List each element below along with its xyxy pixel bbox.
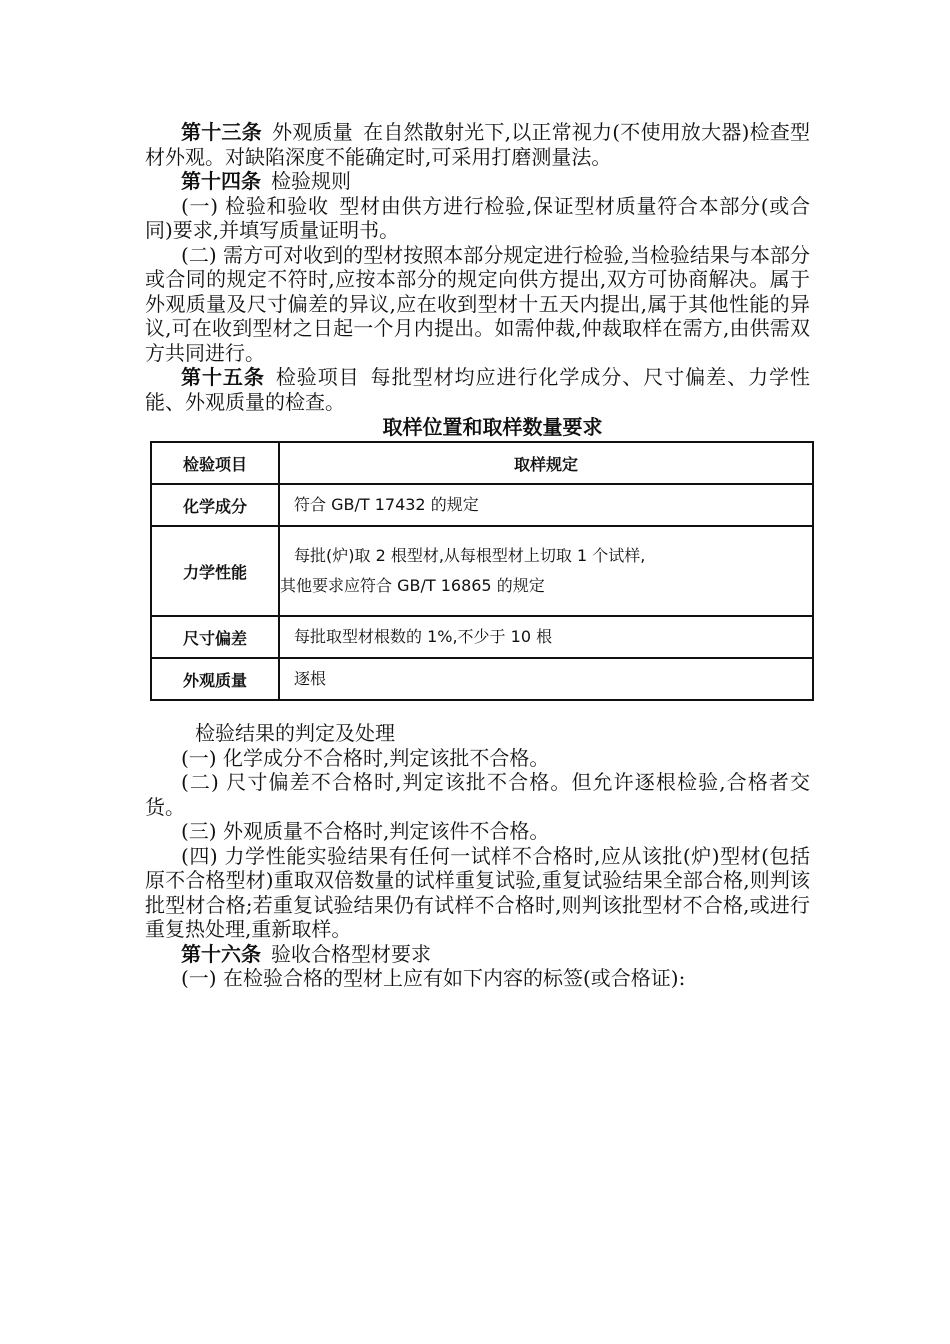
article-15-body: 每批型材均应进行化学成分、尺寸偏差、力学性能、外观质量的检查。 (145, 365, 811, 414)
row-item: 化学成分 (151, 484, 279, 526)
article-15-title: 检验项目 (274, 365, 360, 389)
table-row (151, 484, 813, 526)
header-cell-rule: 取样规定 (279, 442, 813, 484)
row-rule (279, 658, 813, 700)
rule-line: 其他要求应符合 GB/T 16865 的规定 (280, 576, 545, 595)
article-14-title: 检验规则 (271, 169, 351, 193)
para-number: (二) (181, 242, 217, 267)
judgement-item: (一) 化学成分不合格时,判定该批不合格。 (181, 745, 550, 770)
rule-line: 每批取型材根数的 1%,不少于 10 根 (294, 627, 553, 646)
para-body: 需方可对收到的型材按照本部分规定进行检验,当检验结果与本部分或合同的规定不符时,应按本部分的规定向供方提出,双方可协商解决。属于外观质量及尺寸偏差的异议,应在收到型材十五天内提出,属于其他性能的异议,可在收到型材之日起一个月内提出。如需仲裁,仲裁取样在需方,由供需双方共同进行。 (145, 242, 811, 365)
article-16-title: 验收合格型材要求 (271, 941, 431, 966)
article-16-heading: 第十六条 (181, 941, 261, 966)
judgement-item: (四) 力学性能实验结果有任何一试样不合格时,应从该批(炉)型材(包括原不合格型材)重取双倍数量的试样重复试验,重复试验结果全部合格,则判该批型材合格;若重复试验结果仍有试样不合格时,则判该批型材不合格,或进行重复热处理,重新取样。 (145, 843, 810, 941)
article-16-para-1: (一) 在检验合格的型材上应有如下内容的标签(或合格证): (181, 966, 686, 990)
table-row (151, 526, 813, 616)
row-rule (279, 616, 813, 658)
para-body: 型材由供方进行检验,保证型材质量符合本部分(或合同)要求,并填写质量证明书。 (145, 193, 811, 242)
article-14-heading-line (145, 169, 810, 194)
row-rule (279, 484, 813, 526)
row-item: 外观质量 (151, 658, 279, 700)
article-14-heading: 第十四条 (181, 169, 261, 193)
article-13-heading: 第十三条 (181, 120, 262, 144)
article-15 (145, 365, 810, 414)
article-15-heading: 第十五条 (181, 365, 265, 389)
article-13-body: 在自然散射光下,以正常视力(不使用放大器)检查型材外观。对缺陷深度不能确定时,可采用打磨测量法。 (145, 120, 811, 169)
judgement-item: (二) 尺寸偏差不合格时,判定该批不合格。但允许逐根检验,合格者交货。 (145, 770, 810, 819)
table-header-row (151, 442, 813, 484)
table-caption: 取样位置和取样数量要求 (382, 415, 603, 439)
header-cell-item: 检验项目 (151, 442, 279, 484)
article-14-para-1 (145, 194, 810, 243)
row-item: 力学性能 (151, 526, 279, 616)
rule-line: 逐根 (294, 669, 327, 688)
table-row (151, 616, 813, 658)
article-16-heading-line (145, 942, 810, 967)
rule-line: 每批(炉)取 2 根型材,从每根型材上切取 1 个试样, (294, 546, 646, 565)
judgement-title: 检验结果的判定及处理 (195, 721, 395, 745)
article-13 (145, 120, 810, 169)
para-number: (一) (181, 193, 219, 218)
judgement-item: (三) 外观质量不合格时,判定该件不合格。 (181, 819, 550, 843)
sampling-table (150, 441, 814, 701)
row-rule (279, 526, 813, 616)
para-title: 检验和验收 (225, 193, 329, 218)
article-14-para-2 (145, 243, 810, 366)
rule-line: 符合 GB/T 17432 的规定 (294, 495, 479, 514)
row-item: 尺寸偏差 (151, 616, 279, 658)
article-13-title: 外观质量 (271, 120, 353, 144)
table-row (151, 658, 813, 700)
document-page (145, 120, 810, 991)
